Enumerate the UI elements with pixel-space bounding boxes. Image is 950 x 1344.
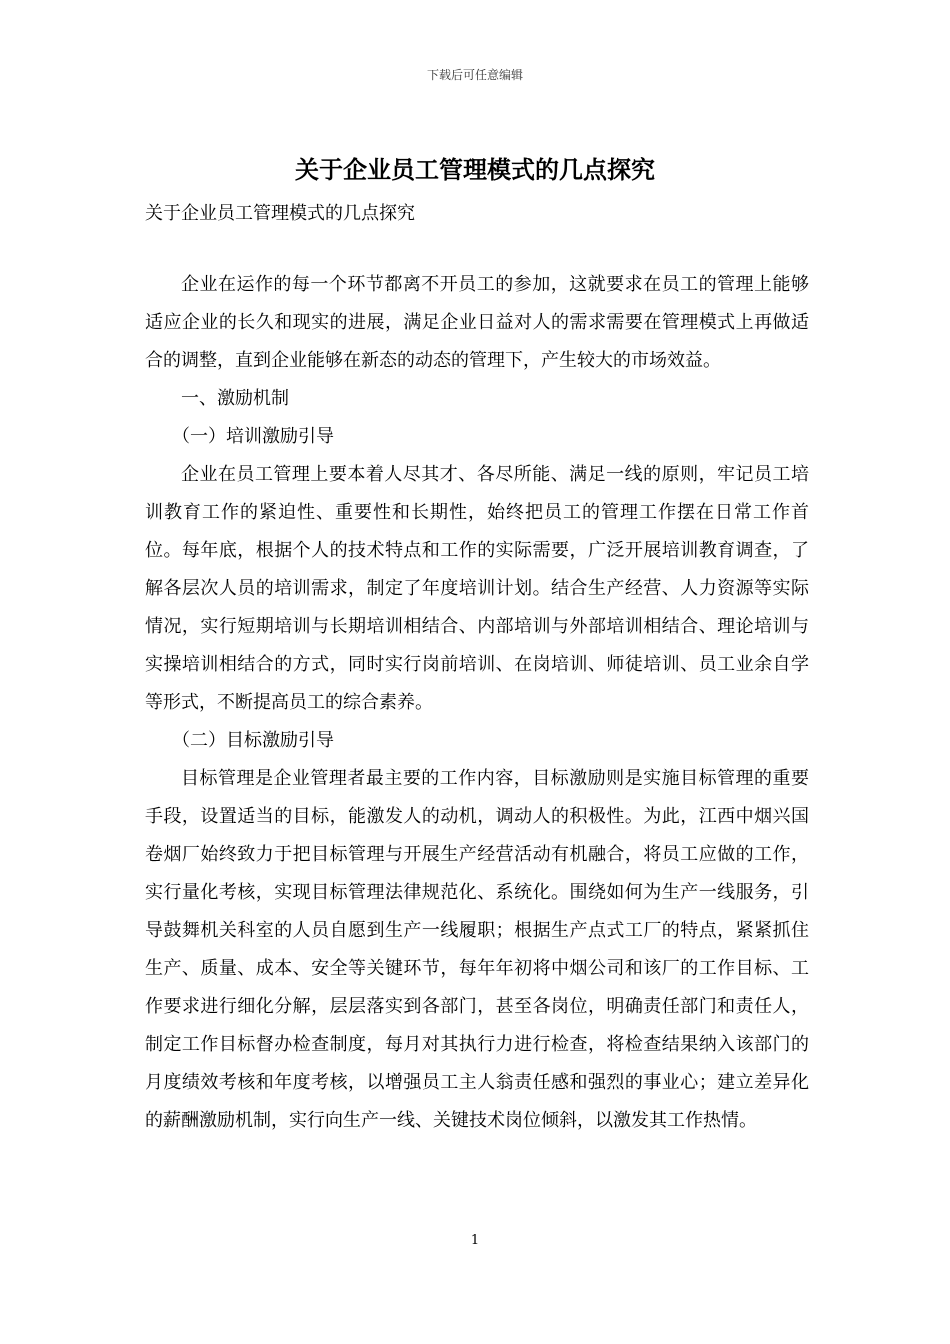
document-subtitle: 关于企业员工管理模式的几点探究 bbox=[145, 203, 415, 224]
page-number: 1 bbox=[470, 1233, 480, 1248]
document-body bbox=[145, 266, 809, 1140]
subsection-heading: （一）培训激励引导 bbox=[172, 426, 334, 447]
body-paragraph: 企业在员工管理上要本着人尽其才、各尽所能、满足一线的原则，牢记员工培训教育工作的紧迫性、重要性和长期性，始终把员工的管理工作摆在日常工作首位。每年底，根据个人的技术特点和工作的实际需要，广泛开展培训教育调查，了解各层次人员的培训需求，制定了年度培训计划。结合生产经营、人力资源等实际情况，实行短期培训与长期培训相结合、内部培训与外部培训相结合、理论培训与实操培训相结合的方式，同时实行岗前培训、在岗培训、师徒培训、员工业余自学等形式，不断提高员工的综合素养。 bbox=[145, 464, 809, 713]
body-paragraph: 目标管理是企业管理者最主要的工作内容，目标激励则是实施目标管理的重要手段，设置适当的目标，能激发人的动机，调动人的积极性。为此，江西中烟兴国卷烟厂始终致力于把目标管理与开展生产经营活动有机融合，将员工应做的工作，实行量化考核，实现目标管理法律规范化、系统化。围绕如何为生产一线服务，引导鼓舞机关科室的人员自愿到生产一线履职；根据生产点式工厂的特点，紧紧抓住生产、质量、成本、安全等关键环节，每年年初将中烟公司和该厂的工作目标、工作要求进行细化分解，层层落实到各部门，甚至各岗位，明确责任部门和责任人，制定工作目标督办检查制度，每月对其执行力进行检查，将检查结果纳入该部门的月度绩效考核和年度考核，以增强员工主人翁责任感和强烈的事业心；建立差异化的薪酬激励机制，实行向生产一线、关键技术岗位倾斜，以激发其工作热情。 bbox=[145, 768, 809, 1131]
page-header-note: 下载后可任意编辑 bbox=[426, 68, 523, 82]
section-heading: 一、激励机制 bbox=[181, 388, 289, 409]
subsection-heading: （二）目标激励引导 bbox=[172, 730, 334, 751]
intro-paragraph: 企业在运作的每一个环节都离不开员工的参加，这就要求在员工的管理上能够适应企业的长久和现实的进展，满足企业日益对人的需求需要在管理模式上再做适合的调整，直到企业能够在新态的动态的管理下，产生较大的市场效益。 bbox=[145, 274, 809, 371]
document-title: 关于企业员工管理模式的几点探究 bbox=[295, 155, 655, 184]
